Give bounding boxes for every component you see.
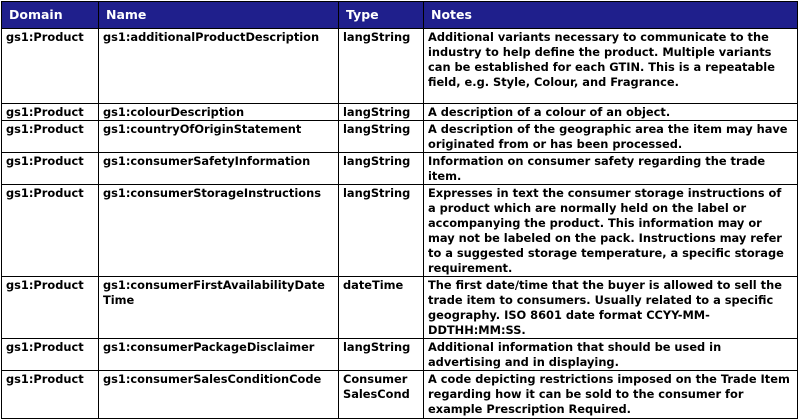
cell-notes: Expresses in text the consumer storage instructions of a product which are normally held on the label or accompanying the product. This information may or may not be labeled on the pack. Instructions may refer to a suggested storage temperature, a specific storage requirement. (424, 185, 798, 277)
cell-name: gs1:countryOfOriginStatement (99, 121, 339, 153)
table-row (2, 29, 798, 104)
cell-name: gs1:colourDescription (99, 104, 339, 121)
table-row (2, 371, 798, 419)
cell-notes: A description of the geographic area the item may have originated from or has been processed. (424, 121, 798, 153)
cell-domain: gs1:Product (2, 185, 99, 277)
header-notes: Notes (424, 2, 798, 29)
cell-type: dateTime (339, 277, 424, 339)
cell-domain: gs1:Product (2, 339, 99, 371)
table-row (2, 277, 798, 339)
cell-domain: gs1:Product (2, 104, 99, 121)
cell-name: gs1:consumerFirstAvailabilityDate Time (99, 277, 339, 339)
table-body (2, 29, 798, 419)
properties-table (1, 1, 798, 419)
cell-name: gs1:additionalProductDescription (99, 29, 339, 104)
header-row (2, 2, 798, 29)
cell-notes: A code depicting restrictions imposed on the Trade Item regarding how it can be sold to the consumer for example Prescription Required. (424, 371, 798, 419)
cell-type: langString (339, 121, 424, 153)
cell-notes: Additional information that should be used in advertising and in displaying. (424, 339, 798, 371)
cell-type: langString (339, 29, 424, 104)
cell-domain: gs1:Product (2, 121, 99, 153)
cell-domain: gs1:Product (2, 371, 99, 419)
cell-notes: A description of a colour of an object. (424, 104, 798, 121)
cell-domain: gs1:Product (2, 277, 99, 339)
cell-type: Consumer SalesCond (339, 371, 424, 419)
cell-type: langString (339, 104, 424, 121)
header-name: Name (99, 2, 339, 29)
cell-name: gs1:consumerSafetyInformation (99, 153, 339, 185)
header-type: Type (339, 2, 424, 29)
cell-type: langString (339, 185, 424, 277)
header-domain: Domain (2, 2, 99, 29)
cell-notes: The first date/time that the buyer is allowed to sell the trade item to consumers. Usually related to a specific geography. ISO 8601 date format CCYY-MM-DDTHH:MM:SS. (424, 277, 798, 339)
cell-domain: gs1:Product (2, 153, 99, 185)
cell-name: gs1:consumerStorageInstructions (99, 185, 339, 277)
table-row (2, 185, 798, 277)
cell-notes: Information on consumer safety regarding the trade item. (424, 153, 798, 185)
cell-domain: gs1:Product (2, 29, 99, 104)
table-row (2, 153, 798, 185)
cell-type: langString (339, 153, 424, 185)
cell-notes: Additional variants necessary to communicate to the industry to help define the product. Multiple variants can be established for each GTIN. This is a repeatable field, e.g. Style, Colour, and Fragrance. (424, 29, 798, 104)
table-row (2, 339, 798, 371)
table-header (2, 2, 798, 29)
cell-name: gs1:consumerSalesConditionCode (99, 371, 339, 419)
cell-type: langString (339, 339, 424, 371)
table-row (2, 121, 798, 153)
cell-name: gs1:consumerPackageDisclaimer (99, 339, 339, 371)
table-row (2, 104, 798, 121)
